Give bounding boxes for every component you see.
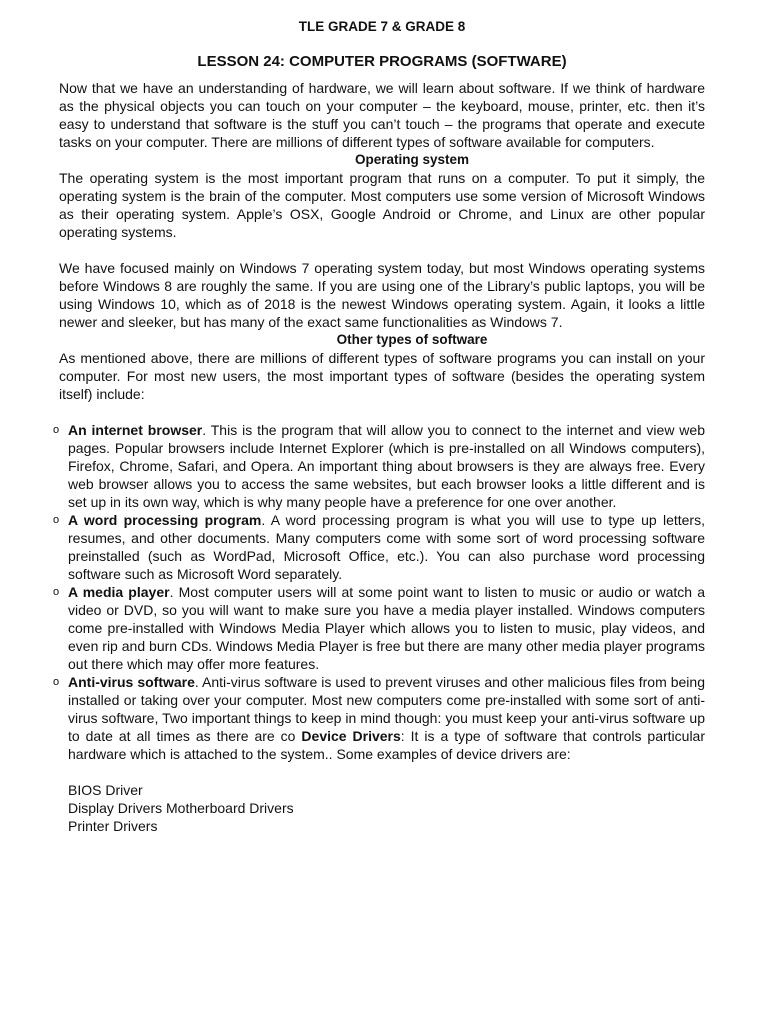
list-item-word-processing	[53, 511, 705, 583]
description-anti-virus: . Anti-virus software is used to prevent viruses and other malicious files from being installed or taking over your computer. Most new computers come pre-installed with some sort of anti-virus software, Two important things to keep in mind though: you must keep your anti-virus software up to date at all times as there are co	[68, 674, 705, 744]
bullet-marker: o	[53, 514, 60, 526]
term-device-drivers: Device Drivers	[301, 728, 401, 744]
other-software-intro: As mentioned above, there are millions of different types of software programs you can install on your computer. For most new users, the most important types of software (besides the operating system itself) include:	[59, 350, 705, 402]
paragraph-spacer	[59, 763, 705, 781]
page-header: TLE GRADE 7 & GRADE 8	[298, 19, 466, 34]
term-internet-browser: An internet browser	[68, 422, 203, 438]
bullet-marker: o	[53, 424, 60, 436]
description-word-processing: . A word processing program is what you will use to type up letters, resumes, and other documents. Many computers come with some sort of word processing software preinstalled (such as WordPad, Microsoft Office, etc.). You can also purchase word processing software such as Microsoft Word separately.	[68, 512, 705, 582]
os-heading: Operating system	[354, 152, 470, 167]
description-internet-browser: . This is the program that will allow you to connect to the internet and view web pages. Popular browsers include Internet Explorer (which is pre-installed on all Windows computers), Firefox, Chrome, Safari, and Opera. An important thing about browsers is they are always free. Every web browser allows you to access the same websites, but each browser looks a little different and is set up in its own way, which is why many people have a preference for one over another.	[68, 422, 705, 510]
paragraph-spacer	[59, 241, 705, 259]
term-media-player: A media player	[68, 584, 170, 600]
list-item-media-player	[53, 583, 705, 673]
bullet-marker: o	[53, 586, 60, 598]
description-device-drivers: : It is a type of software that controls particular hardware which is attached to the system.. Some examples of device drivers are:	[68, 728, 706, 762]
driver-examples	[68, 781, 705, 835]
driver-item: Printer Drivers	[68, 818, 158, 834]
os-paragraph-2: We have focused mainly on Windows 7 operating system today, but most Windows operating systems before Windows 8 are roughly the same. If you are using one of the Library’s public laptops, you will be using Windows 10, which as of 2018 is the newest Windows operating system. Again, it looks a little newer and sleeker, but has many of the exact same functionalities as Windows 7.	[59, 260, 705, 330]
term-word-processing: A word processing program	[68, 512, 262, 528]
lesson-title: LESSON 24: COMPUTER PROGRAMS (SOFTWARE)	[197, 53, 567, 70]
driver-item: BIOS Driver	[68, 782, 143, 798]
other-software-heading: Other types of software	[336, 332, 488, 347]
description-media-player: . Most computer users will at some point want to listen to music or audio or watch a video or DVD, so you will want to make sure you have a media player installed. Windows computers come pre-installed with Windows Media Player which allows you to listen to music, play videos, and even rip and burn CDs. Windows Media Player is free but there are many other media player programs out there which may offer more features.	[68, 584, 705, 672]
software-types-list	[53, 421, 706, 763]
intro-paragraph: Now that we have an understanding of hardware, we will learn about software. If we think of hardware as the physical objects you can touch on your computer – the keyboard, mouse, printer, etc. then it’s easy to understand that software is the stuff you can’t touch – the programs that operate and execute tasks on your computer. There are millions of different types of software available for computers.	[59, 80, 705, 150]
bullet-marker: o	[53, 676, 60, 688]
list-item-internet-browser	[53, 421, 705, 511]
os-paragraph-1: The operating system is the most important program that runs on a computer. To put it simply, the operating system is the brain of the computer. Most computers use some version of Microsoft Windows as their operating system. Apple’s OSX, Google Android or Chrome, and Linux are other popular operating systems.	[59, 170, 705, 240]
term-anti-virus: Anti-virus software	[68, 674, 195, 690]
paragraph-spacer	[59, 403, 705, 421]
list-item-anti-virus	[53, 673, 706, 763]
driver-item: Display Drivers Motherboard Drivers	[68, 800, 294, 816]
